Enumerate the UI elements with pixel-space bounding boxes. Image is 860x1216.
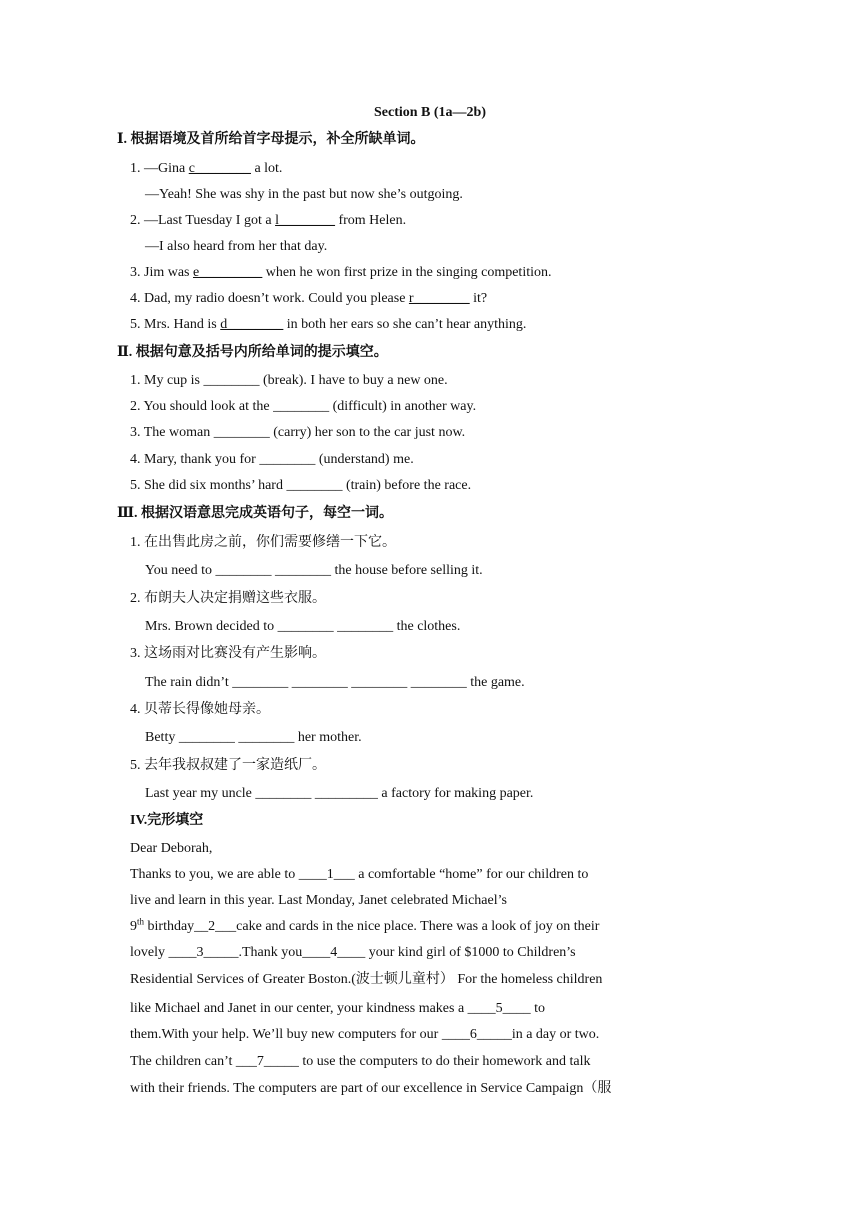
s2-item: 1. My cup is ________ (break). I have to buy a new one. [130, 373, 448, 388]
cloze-line: 9th birthday__2___cake and cards in the nice place. There was a look of joy on their [130, 916, 600, 934]
s3-answer-line: You need to ________ ________ the house before selling it. [145, 563, 483, 578]
answer-blank: l________ [275, 213, 335, 228]
section3-heading: Ⅲ. 根据汉语意思完成英语句子，每空一词。 [117, 506, 394, 521]
s3-prompt: 4. 贝蒂长得像她母亲。 [130, 702, 270, 717]
cloze-line: lovely ____3_____.Thank you____4____ your kind girl of $1000 to Children’s [130, 945, 576, 960]
cloze-line: The children can’t ___7_____ to use the computers to do their homework and talk [130, 1054, 591, 1069]
section2-heading: Ⅱ. 根据句意及括号内所给单词的提示填空。 [117, 345, 388, 360]
cloze-line: Thanks to you, we are able to ____1___ a comfortable “home” for our children to [130, 867, 589, 882]
answer-blank: r________ [408, 291, 470, 306]
answer-blank: d________ [220, 317, 284, 332]
answer-blank: c________ [188, 161, 251, 176]
section-title: Section B (1a—2b) [374, 105, 486, 120]
s3-answer-line: Betty ________ ________ her mother. [145, 730, 362, 745]
s3-answer-line: Last year my uncle ________ _________ a factory for making paper. [145, 786, 534, 801]
s2-item: 5. She did six months’ hard ________ (train) before the race. [130, 478, 472, 493]
answer-blank: e_________ [193, 265, 263, 280]
s1-item-2: 2. —Last Tuesday I got a l________ from Helen. [130, 213, 407, 228]
s3-prompt: 5. 去年我叔叔建了一家造纸厂。 [130, 758, 326, 773]
s1-item-3: 3. Jim was e_________ when he won first prize in the singing competition. [130, 265, 552, 280]
s3-answer-line: The rain didn’t ________ ________ ________ ________ the game. [145, 675, 525, 690]
s2-item: 3. The woman ________ (carry) her son to the car just now. [130, 425, 466, 440]
s3-answer-line: Mrs. Brown decided to ________ ________ the clothes. [145, 619, 461, 634]
cloze-line: live and learn in this year. Last Monday, Janet celebrated Michael’s [130, 893, 507, 908]
cloze-line: them.With your help. We’ll buy new computers for our ____6_____in a day or two. [130, 1027, 600, 1042]
cloze-line: Residential Services of Greater Boston.(波士顿儿童村） For the homeless children [130, 972, 603, 987]
letter-greeting: Dear Deborah, [130, 841, 213, 856]
section1-heading: Ⅰ. 根据语境及首所给首字母提示，补全所缺单词。 [117, 132, 425, 147]
cloze-line: like Michael and Janet in our center, your kindness makes a ____5____ to [130, 1001, 546, 1016]
s1-item-5: 5. Mrs. Hand is d________ in both her ears so she can’t hear anything. [130, 317, 527, 332]
section4-heading: IV.完形填空 [130, 813, 204, 828]
s1-item-2-reply: —I also heard from her that day. [145, 239, 328, 254]
s3-prompt: 3. 这场雨对比赛没有产生影响。 [130, 646, 326, 661]
s3-prompt: 2. 布朗夫人决定捐赠这些衣服。 [130, 591, 326, 606]
s2-item: 2. You should look at the ________ (difficult) in another way. [130, 399, 477, 414]
s1-item-4: 4. Dad, my radio doesn’t work. Could you please r________ it? [130, 291, 488, 306]
cloze-line: with their friends. The computers are part of our excellence in Service Campaign（服 [130, 1081, 612, 1096]
s3-prompt: 1. 在出售此房之前，你们需要修缮一下它。 [130, 535, 396, 550]
s2-item: 4. Mary, thank you for ________ (understand) me. [130, 452, 414, 467]
s1-item-1-reply: —Yeah! She was shy in the past but now she’s outgoing. [145, 187, 463, 202]
s1-item-1: 1. —Gina c________ a lot. [130, 161, 283, 176]
